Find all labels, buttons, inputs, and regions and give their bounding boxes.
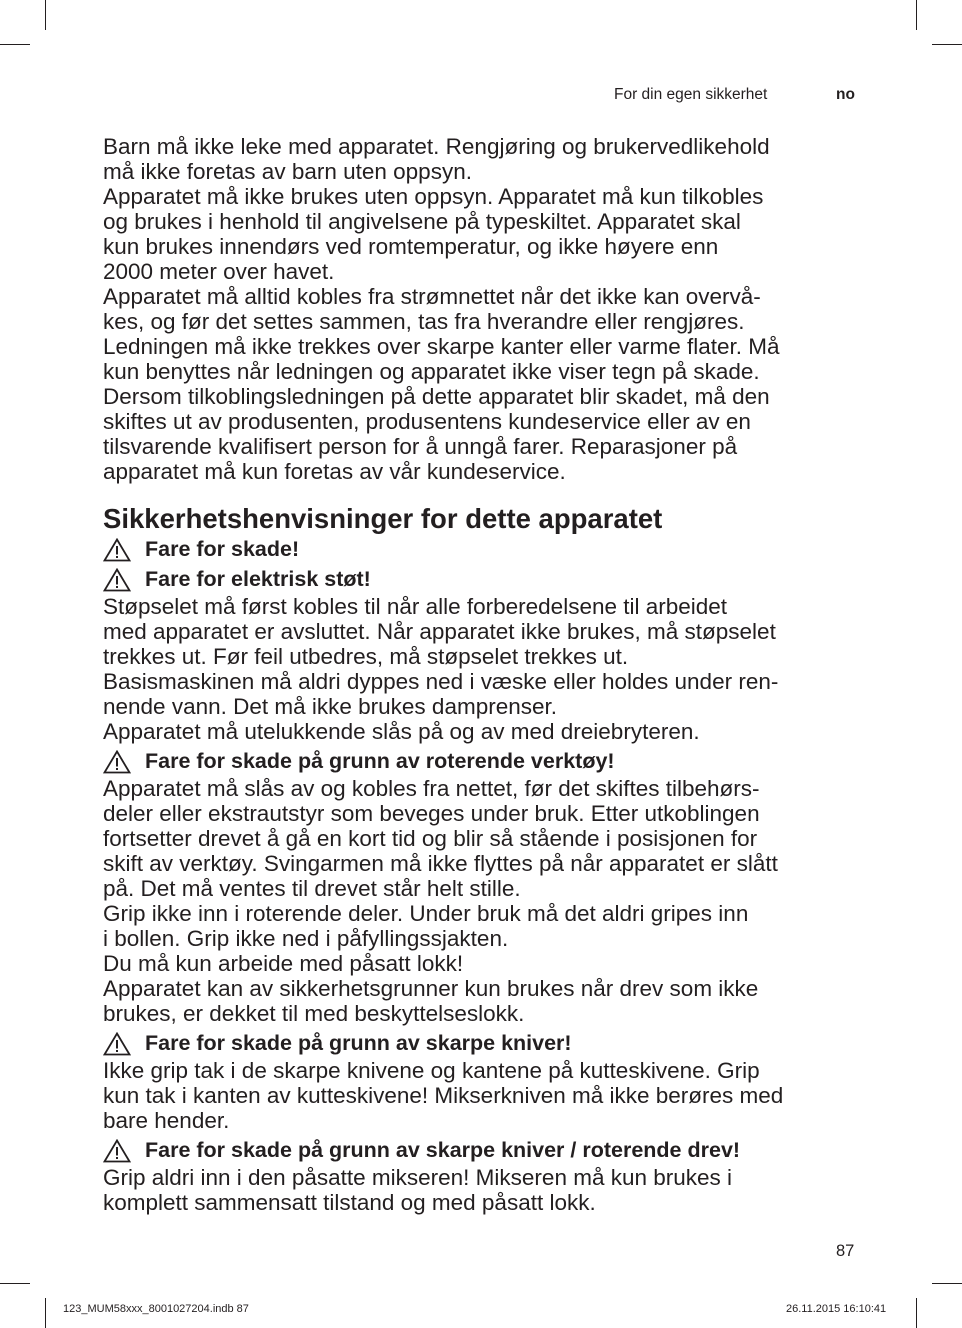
text-line: Basismaskinen må aldri dyppes ned i væske eller holdes under ren- xyxy=(103,669,779,694)
text-line: kun tak i kanten av kutteskivene! Mikserkniven må ikke berøres med xyxy=(103,1083,784,1108)
text-line: skift av verktøy. Svingarmen må ikke flyttes på når apparatet er slått xyxy=(103,851,778,876)
warning-title: Fare for skade på grunn av skarpe kniver! xyxy=(145,1031,572,1055)
text-line: Apparatet må alltid kobles fra strømnettet når det ikke kan overvå- xyxy=(103,284,761,309)
warnings-list xyxy=(103,537,865,1215)
text-line: Ikke grip tak i de skarpe knivene og kantene på kutteskivene. Grip xyxy=(103,1058,760,1083)
text-line: Dersom tilkoblingsledningen på dette apparatet blir skadet, må den xyxy=(103,384,770,409)
text-line: Grip ikke inn i roterende deler. Under bruk må det aldri gripes inn xyxy=(103,901,749,926)
text-line: Barn må ikke leke med apparatet. Rengjøring og brukervedlikehold xyxy=(103,134,770,159)
text-line: brukes, er dekket til med beskyttelseslokk. xyxy=(103,1001,525,1026)
running-header xyxy=(614,86,855,104)
text-line: bare hender. xyxy=(103,1108,230,1133)
text-line: 2000 meter over havet. xyxy=(103,259,335,284)
text-line: kes, og før det settes sammen, tas fra hverandre eller rengjøres. xyxy=(103,309,745,334)
page-number: 87 xyxy=(836,1242,855,1260)
text-line: Grip aldri inn i den påsatte mikseren! Mikseren må kun brukes i xyxy=(103,1165,733,1190)
footer-file-slug: 123_MUM58xxx_8001027204.indb 87 xyxy=(63,1303,249,1315)
text-line: med apparatet er avsluttet. Når apparatet ikke brukes, må støpselet xyxy=(103,619,776,644)
text-line: trekkes ut. Før feil utbedres, må støpselet trekkes ut. xyxy=(103,644,629,669)
warning-heading xyxy=(103,567,865,592)
warning-block xyxy=(103,1138,865,1215)
warning-heading xyxy=(103,537,865,562)
text-line: i bollen. Grip ikke ned i påfyllingssjakten. xyxy=(103,926,509,951)
warning-title: Fare for skade på grunn av roterende verktøy! xyxy=(145,749,615,773)
text-line: nende vann. Det må ikke brukes damprenser. xyxy=(103,694,557,719)
text-line: komplett sammensatt tilstand og med påsatt lokk. xyxy=(103,1190,596,1215)
header-language-code: no xyxy=(836,86,855,103)
warning-block xyxy=(103,537,865,562)
section-title: Sikkerhetshenvisninger for dette apparatet xyxy=(103,503,663,534)
text-line: deler eller ekstrautstyr som beveges under bruk. Etter utkoblingen xyxy=(103,801,760,826)
text-line: apparatet må kun foretas av vår kundeservice. xyxy=(103,459,566,484)
crop-mark xyxy=(916,0,917,30)
warning-heading xyxy=(103,749,865,774)
warning-title: Fare for elektrisk støt! xyxy=(145,567,371,591)
text-line: Apparatet kan av sikkerhetsgrunner kun brukes når drev som ikke xyxy=(103,976,759,1001)
text-line: Apparatet må ikke brukes uten oppsyn. Apparatet må kun tilkobles xyxy=(103,184,764,209)
warning-triangle-icon xyxy=(103,1139,145,1163)
warning-title: Fare for skade på grunn av skarpe kniver / roterende drev! xyxy=(145,1138,741,1162)
text-line: Ledningen må ikke trekkes over skarpe kanter eller varme flater. Må xyxy=(103,334,780,359)
text-line: kun benyttes når ledningen og apparatet ikke viser tegn på skade. xyxy=(103,359,760,384)
intro-text xyxy=(103,134,865,484)
crop-mark xyxy=(916,1298,917,1328)
text-line: skiftes ut av produsenten, produsentens kundeservice eller av en xyxy=(103,409,751,434)
warning-triangle-icon xyxy=(103,568,145,592)
warning-heading xyxy=(103,1138,865,1163)
text-line: fortsetter drevet å gå en kort tid og blir så stående i posisjonen for xyxy=(103,826,758,851)
crop-mark xyxy=(932,1283,962,1284)
warning-triangle-icon xyxy=(103,1032,145,1056)
text-line: Støpselet må først kobles til når alle forberedelsene til arbeidet xyxy=(103,594,728,619)
text-line: må ikke foretas av barn uten oppsyn. xyxy=(103,159,472,184)
warning-title: Fare for skade! xyxy=(145,537,300,561)
text-line: tilsvarende kvalifisert person for å unngå farer. Reparasjoner på xyxy=(103,434,738,459)
crop-mark xyxy=(932,44,962,45)
footer-timestamp: 26.11.2015 16:10:41 xyxy=(786,1303,887,1315)
warning-block xyxy=(103,749,865,1026)
crop-mark xyxy=(0,44,30,45)
text-line: Apparatet må slås av og kobles fra nettet, før det skiftes tilbehørs- xyxy=(103,776,760,801)
warning-heading xyxy=(103,1031,865,1056)
text-line: og brukes i henhold til angivelsene på typeskiltet. Apparatet skal xyxy=(103,209,741,234)
crop-mark xyxy=(45,1298,46,1328)
text-line: på. Det må ventes til drevet står helt stille. xyxy=(103,876,521,901)
text-line: kun brukes innendørs ved romtemperatur, og ikke høyere enn xyxy=(103,234,719,259)
warning-block xyxy=(103,1031,865,1133)
crop-mark xyxy=(0,1283,30,1284)
text-line: Du må kun arbeide med påsatt lokk! xyxy=(103,951,464,976)
warning-block xyxy=(103,567,865,744)
header-section-title: For din egen sikkerhet xyxy=(614,86,768,103)
crop-mark xyxy=(45,0,46,30)
warning-triangle-icon xyxy=(103,538,145,562)
text-line: Apparatet må utelukkende slås på og av med dreiebryteren. xyxy=(103,719,700,744)
warning-triangle-icon xyxy=(103,750,145,774)
main-content xyxy=(103,134,865,1215)
